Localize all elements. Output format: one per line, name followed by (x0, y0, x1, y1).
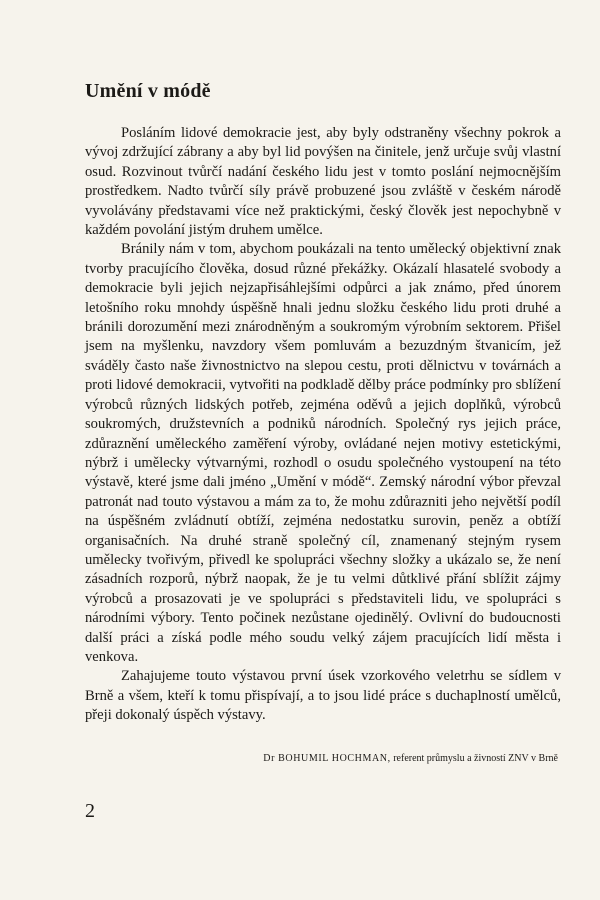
article-title: Umění v módě (85, 80, 211, 102)
signature (263, 752, 558, 766)
signature-name: Dr BOHUMIL HOCHMAN, (263, 753, 391, 764)
paragraph-1: Posláním lidové demokracie jest, aby byly odstraněny všechny pokrok a vývoj zdržující zábrany a aby byl lid povýšen na činitele, jenž určuje svůj vlastní osud. Rozvinout tvůrčí nadání českého lidu jest v tomto poslání nejmocnějším prostředkem. Nadto tvůrčí síly právě probuzené jsou zvláště v českém národě vyvolávány představami více než praktickými, český člověk jest nepochybně v každém povolání jistým druhem umělce. (85, 125, 561, 239)
signature-role: referent průmyslu a živností ZNV v Brně (393, 753, 558, 764)
page-number: 2 (85, 800, 95, 822)
article-body (85, 124, 561, 726)
paragraph-2: Bránily nám v tom, abychom poukázali na tento umělecký objektivní znak tvorby pracujícího člověka, dosud různé překážky. Okázalí hlasatelé svobody a demokracie byli jejich nejzapřisáhlejšími odpůrci a jak známo, před únorem letošního roku mnohdy úspěšně hnali jednu složku českého lidu proti druhé a bránili dorozumění mezi znárodněným a soukromým výrobním sektorem. Přišel jsem na myšlenku, navzdory všem pomluvám a bezuzdným štvanicím, jež sváděly často naše živnostnictvo na slepou cestu, proti dělnictvu v továrnách a proti lidové demokracii, vytvořiti na podkladě dělby práce podmínky pro sblížení výrobců různých lidských potřeb, zejména oděvů a jejich doplňků, výrobců soukromých, družstevních a podniků národních. Společný rys jejich práce, zdůraznění uměleckého zaměření výroby, ovládané nejen motivy estetickými, nýbrž i umělecky výtvarnými, rozhodl o osudu společného vystoupení na této výstavě, které jsme dali jméno „Umění v módě“. Zemský národní výbor převzal patronát nad touto výstavou a mám za to, že mohu zdůrazniti jeho největší podíl na úspěšném zvládnutí obtíží, zejména nedostatku surovin, peněz a obtíží organisačních. Na druhé straně společný cíl, znamenaný stejným rysem umělecky tvořivým, přivedl ke spolupráci všechny složky a ukázalo se, že není zásadních rozporů, nýbrž naopak, že je tu velmi důtklivé přání sblížit zájmy výrobců a prosazovati je ve spolupráci s představiteli lidu, ve spolupráci s národními výbory. Tento počinek nezůstane ojedinělý. Ovlivní do budoucnosti další práci a získá podle mého soudu velký zájem pracujících lidí města i venkova. (85, 241, 561, 665)
paragraph-3: Zahajujeme touto výstavou první úsek vzorkového veletrhu se sídlem v Brně a všem, kteří k tomu přispívají, a to jsou lidé práce s duchaplností umělců, přeji dokonalý úspěch výstavy. (85, 668, 561, 724)
